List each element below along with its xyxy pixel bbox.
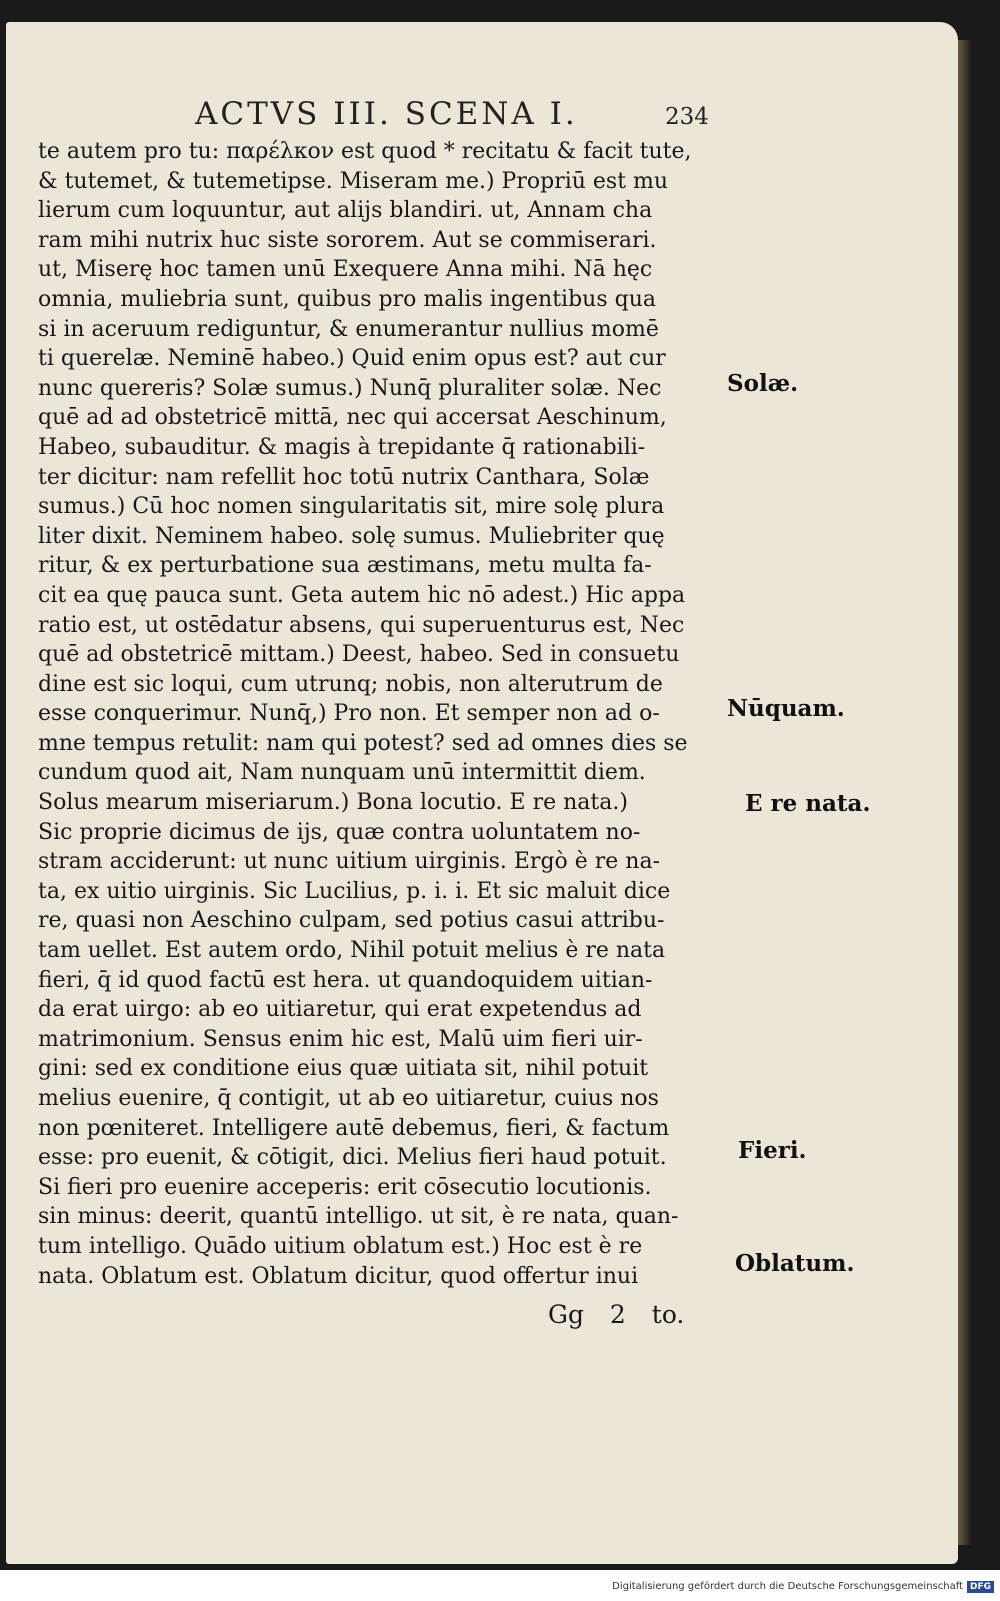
text-line: ta, ex uitio uirginis. Sic Lucilius, p. i. i. Et sic maluit dice <box>38 878 671 904</box>
text-line: nunc quereris? Solæ sumus.) Nunq̄ pluraliter solæ. Nec <box>38 375 662 401</box>
footer-credit: Digitalisierung gefördert durch die Deutsche Forschungsgemeinschaft <box>612 1581 963 1592</box>
text-line: te autem pro tu: παρέλκον est quod * recitatu & facit tute, <box>38 139 692 164</box>
text-line: Solus mearum miseriarum.) Bona locutio. E re nata.) <box>38 790 628 816</box>
text-line: tum intelligo. Quādo uitium oblatum est.) Hoc est è re <box>38 1233 643 1259</box>
text-line: quē ad obstetricē mittam.) Deest, habeo. Sed in consuetu <box>38 642 680 668</box>
marginal-note-solae: Solæ. <box>727 370 799 397</box>
page-edge <box>958 40 972 1545</box>
text-line: Sic proprie dicimus de ijs, quæ contra uoluntatem no- <box>38 819 641 845</box>
marginal-note-fieri: Fieri. <box>738 1137 807 1164</box>
marginal-note-nunquam: Nūquam. <box>727 695 845 722</box>
text-line: ratio est, ut ostēdatur absens, qui superuenturus est, Nec <box>38 612 685 638</box>
signature-catchword: Gg 2 to. <box>548 1300 685 1329</box>
text-line: melius euenire, q̄ contigit, ut ab eo uitiaretur, cuius nos <box>38 1086 659 1111</box>
text-line: sin minus: deerit, quantū intelligo. ut sit, è re nata, quan- <box>38 1204 679 1230</box>
text-line: dine est sic loqui, cum utrunq; nobis, non alterutrum de <box>38 671 663 697</box>
text-line: sumus.) Cū hoc nomen singularitatis sit, mire solę plura <box>38 494 665 520</box>
text-line: da erat uirgo: ab eo uitiaretur, qui erat expetendus ad <box>38 997 642 1023</box>
text-line: ritur, & ex perturbatione sua æstimans, metu multa fa- <box>38 553 652 579</box>
text-line: re, quasi non Aeschino culpam, sed potius casui attribu- <box>38 908 665 934</box>
running-head: ACTVS III. SCENA I. <box>195 96 578 132</box>
text-line: Habeo, subauditur. & magis à trepidante q̄ rationabili- <box>38 434 646 460</box>
text-line: liter dixit. Neminem habeo. solę sumus. Muliebriter quę <box>38 523 665 549</box>
text-line: nata. Oblatum est. Oblatum dicitur, quod offertur inui <box>38 1263 639 1289</box>
text-line: cit ea quę pauca sunt. Geta autem hic nō adest.) Hic appa <box>38 582 686 608</box>
text-line: lierum cum loquuntur, aut alijs blandiri. ut, Annam cha <box>38 198 653 224</box>
text-line: quē ad ad obstetricē mittā, nec qui accersat Aeschinum, <box>38 405 667 431</box>
text-line: stram acciderunt: ut nunc uitium uirginis. Ergò è re na- <box>38 849 661 875</box>
text-line: si in aceruum rediguntur, & enumerantur nullius momē <box>38 316 659 342</box>
marginal-note-oblatum: Oblatum. <box>735 1250 855 1277</box>
folio-number: 234 <box>665 104 709 130</box>
text-line: non pœniteret. Intelligere autē debemus, fieri, & factum <box>38 1115 670 1141</box>
running-head-bar <box>195 92 725 136</box>
digitization-footer <box>0 1572 1000 1601</box>
main-text <box>38 137 738 1291</box>
text-line: esse conquerimur. Nunq̄,) Pro non. Et semper non ad o- <box>38 701 660 727</box>
dfg-logo: DFG <box>967 1581 994 1593</box>
text-line: ti querelæ. Neminē habeo.) Quid enim opus est? aut cur <box>38 346 666 372</box>
text-line: omnia, muliebria sunt, quibus pro malis ingentibus qua <box>38 286 656 312</box>
text-line: ter dicitur: nam refellit hoc totū nutrix Canthara, Solæ <box>38 464 650 490</box>
text-line: cundum quod ait, Nam nunquam unū intermittit diem. <box>38 760 646 786</box>
text-line: esse: pro euenit, & cōtigit, dici. Melius fieri haud potuit. <box>38 1145 667 1171</box>
text-line: matrimonium. Sensus enim hic est, Malū uim fieri uir- <box>38 1026 643 1052</box>
text-line: gini: sed ex conditione eius quæ uitiata sit, nihil potuit <box>38 1056 649 1082</box>
text-line: tam uellet. Est autem ordo, Nihil potuit melius è re nata <box>38 938 666 964</box>
text-line: mne tempus retulit: nam qui potest? sed ad omnes dies se <box>38 730 688 756</box>
text-line: & tutemet, & tutemetipse. Miseram me.) Propriū est mu <box>38 168 669 194</box>
text-line: fieri, q̄ id quod factū est hera. ut quandoquidem uitian- <box>38 967 653 993</box>
text-line: Si fieri pro euenire acceperis: erit cōsecutio locutionis. <box>38 1174 652 1200</box>
text-line: ut, Miserę hoc tamen unū Exequere Anna mihi. Nā hęc <box>38 257 653 283</box>
marginal-note-e-re-nata: E re nata. <box>745 790 871 817</box>
text-line: ram mihi nutrix huc siste sororem. Aut se commiserari. <box>38 227 657 253</box>
